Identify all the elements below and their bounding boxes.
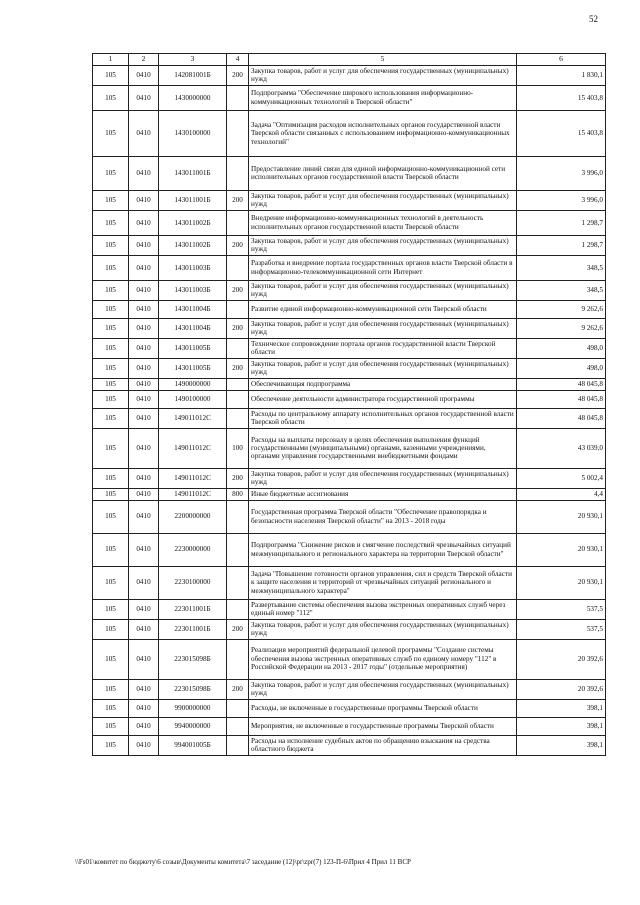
- cell-expense-type: [227, 300, 249, 318]
- cell-expense-type: [227, 255, 249, 280]
- cell-description: Подпрограмма "Снижение рисков и смягчение последствий чрезвычайных ситуаций межмуниципального и регионального характера на территории Тверской области": [249, 533, 517, 566]
- table-row: [93, 390, 606, 408]
- cell-amount: 9 262,6: [517, 318, 606, 338]
- cell-subsection: 0410: [129, 338, 159, 358]
- cell-subsection: 0410: [129, 300, 159, 318]
- page-number: 52: [589, 14, 598, 24]
- cell-expense-type: 200: [227, 318, 249, 338]
- cell-expense-type: [227, 390, 249, 408]
- cell-target-code: 143011003Б: [159, 255, 227, 280]
- cell-amount: 348,5: [517, 280, 606, 300]
- cell-description: Закупка товаров, работ и услуг для обеспечения государственных (муниципальных) нужд: [249, 679, 517, 699]
- cell-expense-type: 200: [227, 190, 249, 210]
- cell-amount: 498,0: [517, 358, 606, 378]
- cell-target-code: 1490000000: [159, 378, 227, 390]
- cell-amount: 20 930,1: [517, 500, 606, 533]
- cell-description: Расходы на исполнение судебных актов по обращению взыскания на средства областного бюджета: [249, 735, 517, 755]
- cell-subsection: 0410: [129, 85, 159, 110]
- cell-amount: 537,5: [517, 619, 606, 639]
- cell-section: 105: [93, 338, 129, 358]
- cell-target-code: 223011001Б: [159, 619, 227, 639]
- column-header: 1: [93, 54, 129, 66]
- cell-amount: 537,5: [517, 599, 606, 619]
- cell-target-code: 2200000000: [159, 500, 227, 533]
- cell-expense-type: [227, 717, 249, 735]
- column-header: 5: [249, 54, 517, 66]
- cell-expense-type: [227, 85, 249, 110]
- cell-subsection: 0410: [129, 66, 159, 86]
- cell-amount: 48 045,8: [517, 390, 606, 408]
- cell-amount: 20 392,6: [517, 679, 606, 699]
- cell-target-code: 223011001Б: [159, 599, 227, 619]
- cell-subsection: 0410: [129, 619, 159, 639]
- cell-section: 105: [93, 390, 129, 408]
- table-row: [93, 408, 606, 428]
- cell-expense-type: [227, 599, 249, 619]
- cell-section: 105: [93, 300, 129, 318]
- cell-target-code: 149011012С: [159, 408, 227, 428]
- cell-expense-type: [227, 338, 249, 358]
- table-row: [93, 210, 606, 235]
- cell-amount: 20 392,6: [517, 639, 606, 679]
- table-row: [93, 280, 606, 300]
- cell-description: Разработка и внедрение портала государственных органов власти Тверской области в информационно-телекоммуникационной сети Интернет: [249, 255, 517, 280]
- cell-subsection: 0410: [129, 488, 159, 500]
- cell-subsection: 0410: [129, 156, 159, 190]
- cell-section: 105: [93, 468, 129, 488]
- table-row: [93, 378, 606, 390]
- cell-expense-type: [227, 699, 249, 717]
- cell-subsection: 0410: [129, 717, 159, 735]
- cell-expense-type: [227, 500, 249, 533]
- table-row: [93, 488, 606, 500]
- cell-description: Техническое сопровождение портала органов государственной власти Тверской области: [249, 338, 517, 358]
- cell-expense-type: 200: [227, 619, 249, 639]
- cell-description: Подпрограмма "Обеспечение широкого использования информационно-коммуникационных технологий в Тверской области": [249, 85, 517, 110]
- cell-description: Предоставление линий связи для единой информационно-коммуникационной сети исполнительных органов государственной власти Тверской области: [249, 156, 517, 190]
- table-row: [93, 533, 606, 566]
- cell-target-code: 143011005Б: [159, 358, 227, 378]
- cell-amount: 48 045,8: [517, 378, 606, 390]
- cell-section: 105: [93, 428, 129, 468]
- cell-section: 105: [93, 66, 129, 86]
- table-row: [93, 566, 606, 599]
- cell-section: 105: [93, 190, 129, 210]
- cell-section: 105: [93, 619, 129, 639]
- cell-subsection: 0410: [129, 255, 159, 280]
- cell-section: 105: [93, 500, 129, 533]
- cell-amount: 3 996,0: [517, 156, 606, 190]
- cell-amount: 1 298,7: [517, 235, 606, 255]
- table-row: [93, 599, 606, 619]
- column-header: 2: [129, 54, 159, 66]
- table-row: [93, 699, 606, 717]
- cell-target-code: 143011001Б: [159, 156, 227, 190]
- cell-subsection: 0410: [129, 110, 159, 156]
- cell-amount: 348,5: [517, 255, 606, 280]
- cell-amount: 4,4: [517, 488, 606, 500]
- cell-subsection: 0410: [129, 390, 159, 408]
- cell-subsection: 0410: [129, 210, 159, 235]
- cell-expense-type: [227, 408, 249, 428]
- cell-subsection: 0410: [129, 699, 159, 717]
- cell-subsection: 0410: [129, 639, 159, 679]
- table-row: [93, 428, 606, 468]
- cell-expense-type: [227, 210, 249, 235]
- table-row: [93, 338, 606, 358]
- table-row: [93, 235, 606, 255]
- cell-section: 105: [93, 235, 129, 255]
- table-row: [93, 300, 606, 318]
- cell-expense-type: [227, 735, 249, 755]
- cell-section: 105: [93, 717, 129, 735]
- cell-amount: 15 403,8: [517, 85, 606, 110]
- cell-subsection: 0410: [129, 408, 159, 428]
- cell-target-code: 143011005Б: [159, 338, 227, 358]
- cell-description: Закупка товаров, работ и услуг для обеспечения государственных (муниципальных) нужд: [249, 66, 517, 86]
- cell-section: 105: [93, 566, 129, 599]
- cell-amount: 9 262,6: [517, 300, 606, 318]
- cell-subsection: 0410: [129, 533, 159, 566]
- cell-section: 105: [93, 378, 129, 390]
- cell-expense-type: 200: [227, 358, 249, 378]
- cell-subsection: 0410: [129, 358, 159, 378]
- cell-description: Расходы на выплаты персоналу в целях обеспечения выполнения функций государственными (муниципальными) органами, казенными учреждениями, органами управления государственными внебюджетными фондами: [249, 428, 517, 468]
- cell-description: Закупка товаров, работ и услуг для обеспечения государственных (муниципальных) нужд: [249, 468, 517, 488]
- cell-amount: 398,1: [517, 699, 606, 717]
- cell-target-code: 143011001Б: [159, 190, 227, 210]
- table-row: [93, 639, 606, 679]
- cell-subsection: 0410: [129, 599, 159, 619]
- cell-amount: 398,1: [517, 717, 606, 735]
- cell-amount: 398,1: [517, 735, 606, 755]
- cell-target-code: 2230000000: [159, 533, 227, 566]
- cell-subsection: 0410: [129, 468, 159, 488]
- cell-amount: 43 039,0: [517, 428, 606, 468]
- cell-section: 105: [93, 699, 129, 717]
- cell-target-code: 149011012С: [159, 428, 227, 468]
- cell-target-code: 143011004Б: [159, 300, 227, 318]
- cell-description: Задача "Повышение готовности органов управления, сил и средств Тверской области к защите населения и территорий от чрезвычайных ситуаций регионального и межмуниципального характера": [249, 566, 517, 599]
- cell-subsection: 0410: [129, 378, 159, 390]
- cell-description: Закупка товаров, работ и услуг для обеспечения государственных (муниципальных) нужд: [249, 318, 517, 338]
- cell-section: 105: [93, 210, 129, 235]
- cell-description: Мероприятия, не включенные в государственные программы Тверской области: [249, 717, 517, 735]
- cell-amount: 5 002,4: [517, 468, 606, 488]
- cell-description: Расходы, не включенные в государственные программы Тверской области: [249, 699, 517, 717]
- cell-target-code: 1430000000: [159, 85, 227, 110]
- cell-subsection: 0410: [129, 318, 159, 338]
- table-row: [93, 619, 606, 639]
- table-row: [93, 110, 606, 156]
- cell-expense-type: [227, 533, 249, 566]
- cell-expense-type: 200: [227, 679, 249, 699]
- budget-table: [92, 53, 606, 756]
- cell-target-code: 2230100000: [159, 566, 227, 599]
- cell-section: 105: [93, 639, 129, 679]
- cell-subsection: 0410: [129, 735, 159, 755]
- cell-section: 105: [93, 280, 129, 300]
- cell-target-code: 149011012С: [159, 488, 227, 500]
- column-header: 4: [227, 54, 249, 66]
- cell-description: Развитие единой информационно-коммуникационной сети Тверской области: [249, 300, 517, 318]
- cell-target-code: 1430100000: [159, 110, 227, 156]
- cell-target-code: 143011004Б: [159, 318, 227, 338]
- cell-section: 105: [93, 358, 129, 378]
- cell-description: Развертывание системы обеспечения вызова экстренных оперативных служб через единый номер "112": [249, 599, 517, 619]
- cell-description: Обеспечение деятельности администратора государственной программы: [249, 390, 517, 408]
- cell-subsection: 0410: [129, 500, 159, 533]
- cell-expense-type: 800: [227, 488, 249, 500]
- cell-amount: 1 830,1: [517, 66, 606, 86]
- table-header-row: [93, 54, 606, 66]
- cell-section: 105: [93, 156, 129, 190]
- cell-description: Закупка товаров, работ и услуг для обеспечения государственных (муниципальных) нужд: [249, 280, 517, 300]
- cell-amount: 15 403,8: [517, 110, 606, 156]
- cell-section: 105: [93, 408, 129, 428]
- cell-amount: 20 930,1: [517, 566, 606, 599]
- cell-subsection: 0410: [129, 566, 159, 599]
- table-row: [93, 85, 606, 110]
- table-row: [93, 66, 606, 86]
- cell-section: 105: [93, 488, 129, 500]
- cell-description: Государственная программа Тверской области "Обеспечение правопорядка и безопасности населения Тверской области" на 2013 - 2018 годы: [249, 500, 517, 533]
- cell-description: Задача "Оптимизация расходов исполнительных органов государственной власти Тверской области связанных с использованием информационно-коммуникационных технологий": [249, 110, 517, 156]
- cell-description: Расходы по центральному аппарату исполнительных органов государственной власти Тверской области: [249, 408, 517, 428]
- cell-expense-type: [227, 156, 249, 190]
- table-row: [93, 679, 606, 699]
- cell-description: Закупка товаров, работ и услуг для обеспечения государственных (муниципальных) нужд: [249, 235, 517, 255]
- cell-section: 105: [93, 85, 129, 110]
- cell-description: Закупка товаров, работ и услуг для обеспечения государственных (муниципальных) нужд: [249, 358, 517, 378]
- cell-expense-type: 200: [227, 280, 249, 300]
- cell-description: Иные бюджетные ассигнования: [249, 488, 517, 500]
- table-row: [93, 468, 606, 488]
- cell-target-code: 149011012С: [159, 468, 227, 488]
- cell-expense-type: 100: [227, 428, 249, 468]
- table-row: [93, 717, 606, 735]
- cell-expense-type: 200: [227, 235, 249, 255]
- cell-section: 105: [93, 735, 129, 755]
- cell-target-code: 223015098Б: [159, 679, 227, 699]
- cell-amount: 48 045,8: [517, 408, 606, 428]
- table-row: [93, 255, 606, 280]
- cell-section: 105: [93, 318, 129, 338]
- cell-expense-type: 200: [227, 66, 249, 86]
- cell-section: 105: [93, 533, 129, 566]
- cell-amount: 3 996,0: [517, 190, 606, 210]
- cell-subsection: 0410: [129, 190, 159, 210]
- cell-section: 105: [93, 110, 129, 156]
- table-row: [93, 190, 606, 210]
- cell-subsection: 0410: [129, 679, 159, 699]
- cell-subsection: 0410: [129, 235, 159, 255]
- cell-amount: 20 930,1: [517, 533, 606, 566]
- cell-expense-type: 200: [227, 468, 249, 488]
- cell-target-code: 1490100000: [159, 390, 227, 408]
- column-header: 6: [517, 54, 606, 66]
- column-header: 3: [159, 54, 227, 66]
- cell-section: 105: [93, 599, 129, 619]
- file-path-footer: \\Fs01\комитет по бюджету\6 созыв\Документы комитета\7 заседание (12)\pr\zpr(7) 123-П-6\Прил 4 Прил 11 ВСР: [75, 858, 411, 866]
- cell-target-code: 223015098Б: [159, 639, 227, 679]
- table-row: [93, 358, 606, 378]
- cell-expense-type: [227, 639, 249, 679]
- table-row: [93, 500, 606, 533]
- cell-target-code: 143011002Б: [159, 210, 227, 235]
- cell-target-code: 9940000000: [159, 717, 227, 735]
- cell-subsection: 0410: [129, 280, 159, 300]
- table-row: [93, 318, 606, 338]
- cell-amount: 1 298,7: [517, 210, 606, 235]
- cell-description: Закупка товаров, работ и услуг для обеспечения государственных (муниципальных) нужд: [249, 619, 517, 639]
- table-row: [93, 156, 606, 190]
- table-row: [93, 735, 606, 755]
- cell-target-code: 142081001Б: [159, 66, 227, 86]
- cell-expense-type: [227, 110, 249, 156]
- cell-target-code: 9900000000: [159, 699, 227, 717]
- cell-description: Обеспечивающая подпрограмма: [249, 378, 517, 390]
- cell-target-code: 143011003Б: [159, 280, 227, 300]
- cell-target-code: 994001005Б: [159, 735, 227, 755]
- cell-expense-type: [227, 566, 249, 599]
- cell-description: Закупка товаров, работ и услуг для обеспечения государственных (муниципальных) нужд: [249, 190, 517, 210]
- cell-amount: 498,0: [517, 338, 606, 358]
- cell-section: 105: [93, 255, 129, 280]
- cell-section: 105: [93, 679, 129, 699]
- cell-subsection: 0410: [129, 428, 159, 468]
- cell-description: Внедрение информационно-коммуникационных технологий в деятельность исполнительных органов государственной власти Тверской области: [249, 210, 517, 235]
- cell-description: Реализация мероприятий федеральной целевой программы "Создание системы обеспечения вызова экстренных оперативных служб по единому номеру "112" в Российской Федерации на 2013 - 2017 годы" (отдельные мероприятия): [249, 639, 517, 679]
- cell-target-code: 143011002Б: [159, 235, 227, 255]
- cell-expense-type: [227, 378, 249, 390]
